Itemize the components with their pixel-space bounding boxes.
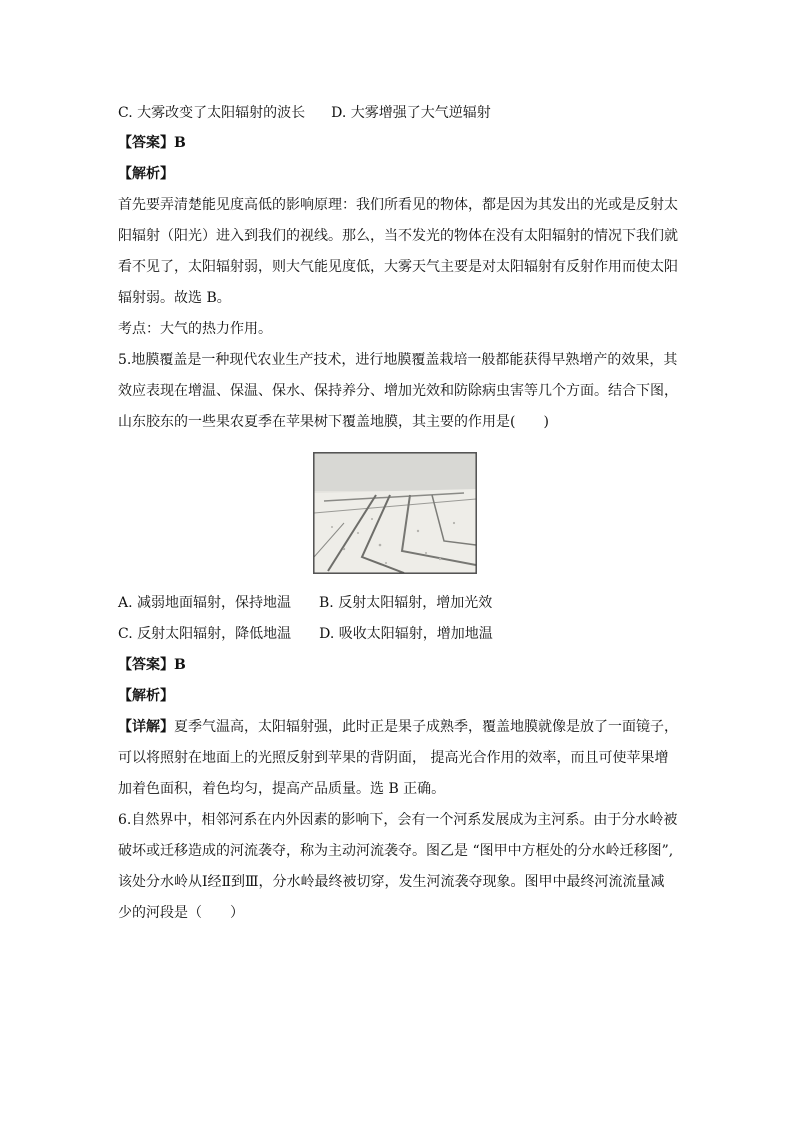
q5-stem-line: 效应表现在增温、保温、保水、保持养分、增加光效和防除病虫害等几个方面。结合下图，: [118, 383, 678, 399]
q5-stem-line: 山东胶东的一些果农夏季在苹果树下覆盖地膜，其主要的作用是( ): [118, 414, 549, 430]
q4-analysis-line: 阳辐射（阳光）进入到我们的视线。那么，当不发光的物体在没有太阳辐射的情况下我们就: [118, 228, 678, 244]
q4-options-cd: [118, 104, 491, 122]
q5-option-d: D. 吸收太阳辐射，增加地温: [319, 626, 493, 642]
mulch-field-photo: [313, 452, 477, 574]
q5-answer: 【答案】B: [118, 657, 186, 673]
q5-stem-line: 5.地膜覆盖是一种现代农业生产技术，进行地膜覆盖栽培一般都能获得早熟增产的效果，其: [118, 352, 678, 368]
q5-analysis-text: 夏季气温高，太阳辐射强，此时正是果子成熟季，覆盖地膜就像是放了一面镜子，: [174, 719, 678, 735]
q4-analysis-line: 首先要弄清楚能见度高低的影响原理：我们所看见的物体，都是因为其发出的光或是反射太: [118, 197, 678, 213]
q4-analysis-line: 看不见了，太阳辐射弱，则大气能见度低，大雾天气主要是对太阳辐射有反射作用而使太阳: [118, 259, 678, 275]
q5-analysis-line: 加着色面积，着色均匀，提高产品质量。选 B 正确。: [118, 781, 446, 797]
q6-stem-line: 6.自然界中，相邻河系在内外因素的影响下，会有一个河系发展成为主河系。由于分水岭被: [118, 812, 678, 828]
q4-analysis-line: 辐射弱。故选 B。: [118, 290, 231, 306]
q5-analysis-label: 【解析】: [118, 688, 174, 704]
q4-answer: 【答案】B: [118, 135, 186, 151]
q5-analysis-line: 可以将照射在地面上的光照反射到苹果的背阴面， 提高光合作用的效率，而且可使苹果增: [118, 750, 669, 766]
q4-option-d: D. 大雾增强了大气逆辐射: [331, 105, 491, 121]
mulch-field-illustration: [314, 453, 476, 573]
q4-option-c: C. 大雾改变了太阳辐射的波长: [118, 105, 306, 121]
q5-options-cd: [118, 625, 493, 643]
q5-options-ab: [118, 594, 492, 612]
q5-option-a: A. 减弱地面辐射，保持地温: [118, 595, 292, 611]
q4-kaodian: 考点：大气的热力作用。: [118, 321, 272, 337]
q5-option-c: C. 反射太阳辐射，降低地温: [118, 626, 292, 642]
q5-detail-label: 【详解】: [118, 719, 174, 735]
q6-stem-line: 该处分水岭从Ⅰ经Ⅱ到Ⅲ，分水岭最终被切穿，发生河流袭夺现象。图甲中最终河流流量减: [118, 874, 665, 890]
q5-option-b: B. 反射太阳辐射，增加光效: [319, 595, 493, 611]
q5-analysis-line: [118, 718, 678, 736]
q4-analysis-label: 【解析】: [118, 166, 174, 182]
q6-stem-line: 少的河段是（ ）: [118, 905, 244, 921]
q6-stem-line: 破坏或迁移造成的河流袭夺，称为主动河流袭夺。图乙是 “图甲中方框处的分水岭迁移图”,: [118, 843, 674, 859]
